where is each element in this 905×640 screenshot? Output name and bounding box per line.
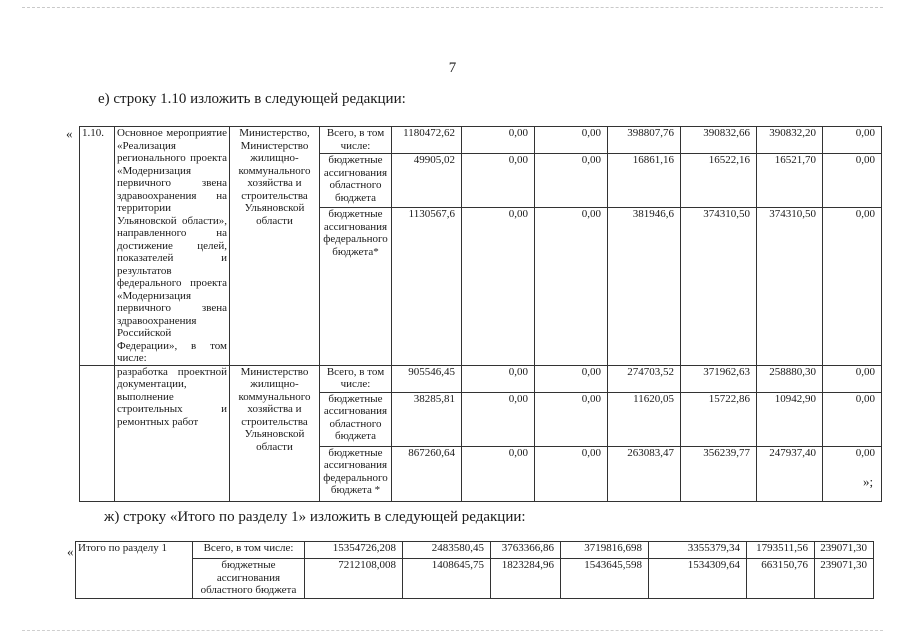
source-cell: бюджетные ассигнования областного бюджета (193, 559, 305, 599)
value-cell: 0,00 (462, 208, 535, 365)
table-row-1-10 (79, 126, 882, 502)
value-cell: 398807,76 (608, 127, 681, 154)
value-cell: 49905,02 (392, 154, 462, 208)
value-cell: 867260,64 (392, 446, 462, 501)
empty-number-cell (80, 365, 115, 501)
value-cell: 1543645,598 (561, 559, 649, 599)
value-cell: 258880,30 (757, 365, 823, 392)
table-section-1-total (75, 541, 874, 599)
value-cell: 0,00 (535, 446, 608, 501)
value-cell: 390832,20 (757, 127, 823, 154)
value-cell: 1793511,56 (747, 542, 815, 559)
value-cell: 0,00 (823, 154, 882, 208)
value-cell: 7212108,008 (305, 559, 403, 599)
value-cell: 239071,30 (815, 559, 874, 599)
source-cell: Всего, в том числе: (320, 127, 392, 154)
value-cell: 374310,50 (757, 208, 823, 365)
value-cell: 0,00 (462, 127, 535, 154)
open-quote-mark: « (67, 544, 74, 559)
bottom-divider (22, 630, 883, 631)
main-event-cell: Основное мероприятие «Реализация регионального проекта «Модернизация первичного звена здравоохранения на территории Ульяновской области», направленного на достижение целей, показателей и результатов федерального проекта «Модернизация первичного звена здравоохранения Российской Федерации», в том числе: (115, 127, 230, 366)
row-number-cell: 1.10. (80, 127, 115, 366)
source-cell: бюджетные ассигнования федерального бюджета * (320, 446, 392, 501)
source-cell: Всего, в том числе: (320, 365, 392, 392)
value-cell: 0,00 (535, 208, 608, 365)
value-cell: 1823284,96 (491, 559, 561, 599)
value-cell: 0,00 (823, 446, 882, 501)
heading-zh: ж) строку «Итого по разделу 1» изложить в следующей редакции: (104, 509, 526, 525)
value-cell: 905546,45 (392, 365, 462, 392)
value-cell: 0,00 (823, 208, 882, 365)
value-cell: 15722,86 (681, 392, 757, 446)
value-cell: 0,00 (462, 392, 535, 446)
value-cell: 3719816,698 (561, 542, 649, 559)
value-cell: 10942,90 (757, 392, 823, 446)
open-quote-mark: « (66, 126, 73, 141)
value-cell: 1408645,75 (403, 559, 491, 599)
value-cell: 239071,30 (815, 542, 874, 559)
value-cell: 381946,6 (608, 208, 681, 365)
value-cell: 374310,50 (681, 208, 757, 365)
value-cell: 263083,47 (608, 446, 681, 501)
close-quote-mark: »; (863, 474, 874, 489)
value-cell: 274703,52 (608, 365, 681, 392)
value-cell: 0,00 (462, 365, 535, 392)
sub-event-cell: разработка проектной документации, выполнение строительных и ремонтных работ (115, 365, 230, 501)
value-cell: 1180472,62 (392, 127, 462, 154)
value-cell: 1130567,6 (392, 208, 462, 365)
value-cell: 0,00 (535, 365, 608, 392)
value-cell: 0,00 (535, 127, 608, 154)
sub-executor-cell: Министерство жилищно-коммунального хозяйства и строительства Ульяновской области (230, 365, 320, 501)
value-cell: 0,00 (462, 154, 535, 208)
value-cell: 38285,81 (392, 392, 462, 446)
value-cell: 0,00 (823, 365, 882, 392)
value-cell: 0,00 (462, 446, 535, 501)
value-cell: 3355379,34 (649, 542, 747, 559)
value-cell: 0,00 (535, 154, 608, 208)
heading-e: е) строку 1.10 изложить в следующей редакции: (98, 91, 406, 107)
value-cell: 0,00 (823, 392, 882, 446)
source-cell: бюджетные ассигнования областного бюджета (320, 154, 392, 208)
value-cell: 15354726,208 (305, 542, 403, 559)
source-cell: бюджетные ассигнования областного бюджета (320, 392, 392, 446)
value-cell: 0,00 (823, 127, 882, 154)
page-number: 7 (448, 60, 457, 76)
value-cell: 3763366,86 (491, 542, 561, 559)
top-divider (22, 7, 883, 8)
value-cell: 663150,76 (747, 559, 815, 599)
value-cell: 247937,40 (757, 446, 823, 501)
value-cell: 2483580,45 (403, 542, 491, 559)
source-cell: Всего, в том числе: (193, 542, 305, 559)
main-executor-cell: Министерство, Министерство жилищно-коммунального хозяйства и строительства Ульяновской области (230, 127, 320, 366)
source-cell: бюджетные ассигнования федерального бюджета* (320, 208, 392, 365)
value-cell: 16521,70 (757, 154, 823, 208)
value-cell: 390832,66 (681, 127, 757, 154)
value-cell: 0,00 (535, 392, 608, 446)
value-cell: 16522,16 (681, 154, 757, 208)
value-cell: 16861,16 (608, 154, 681, 208)
value-cell: 1534309,64 (649, 559, 747, 599)
section-total-label: Итого по разделу 1 (76, 542, 193, 599)
value-cell: 356239,77 (681, 446, 757, 501)
value-cell: 371962,63 (681, 365, 757, 392)
value-cell: 11620,05 (608, 392, 681, 446)
